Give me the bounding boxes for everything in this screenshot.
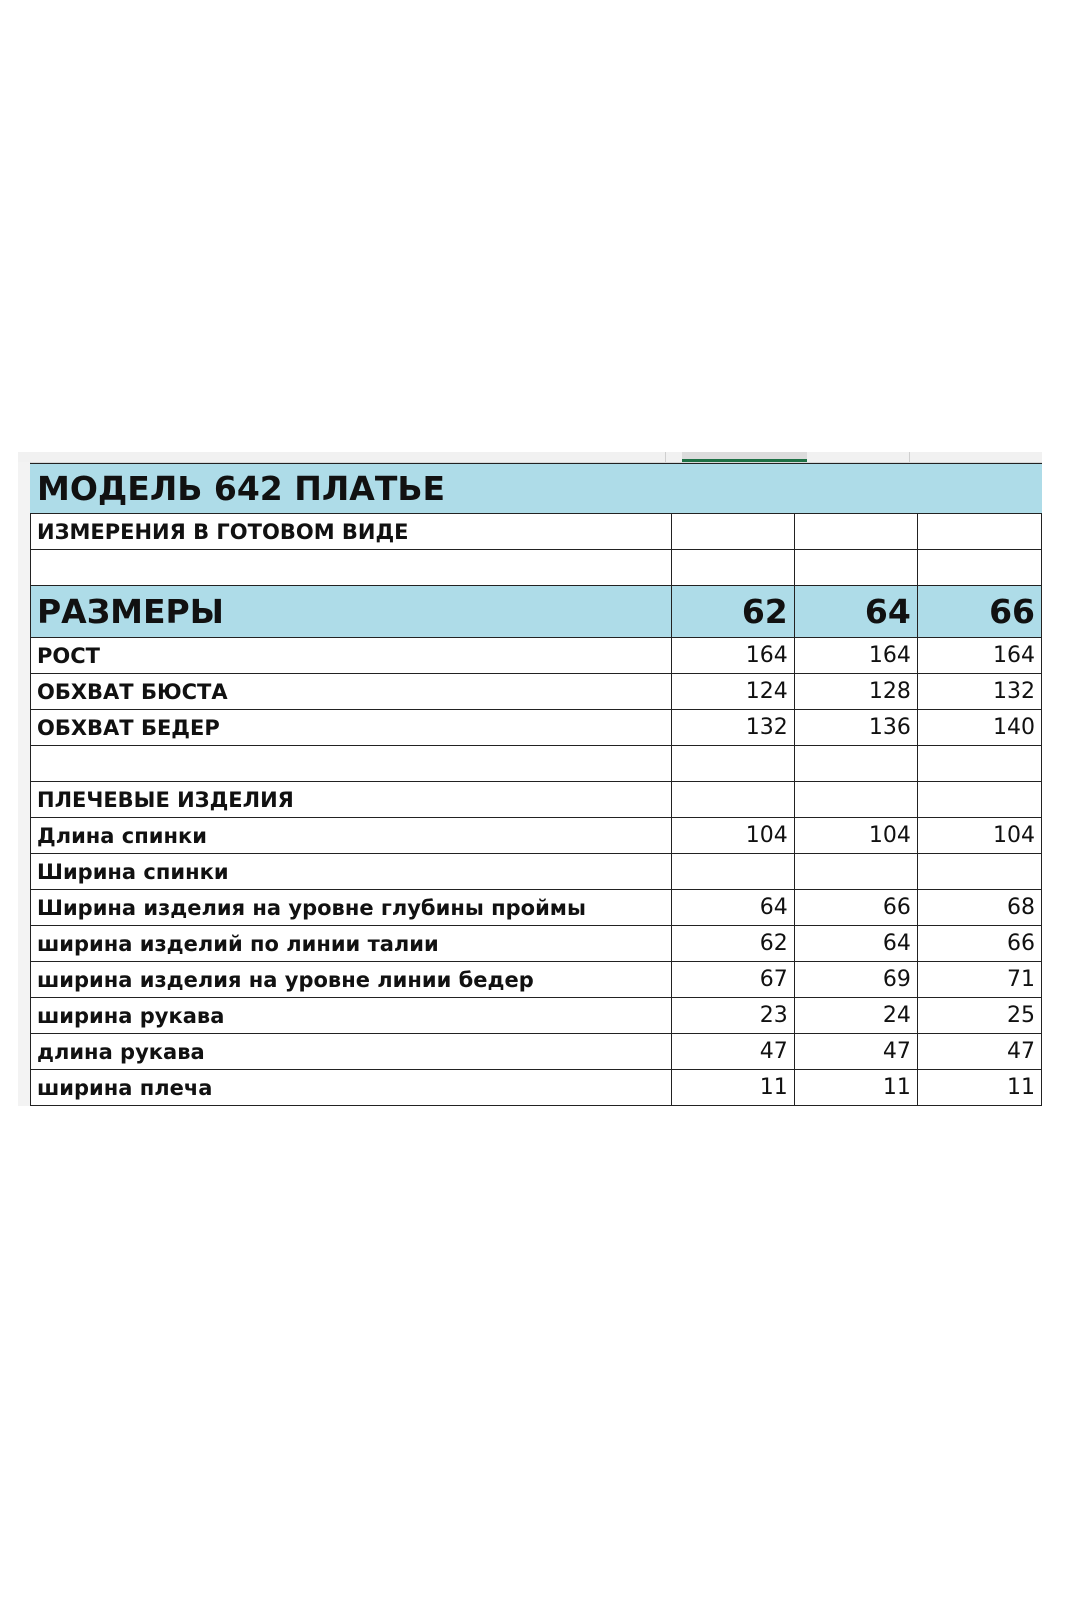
column-divider	[665, 452, 666, 462]
measurement-value[interactable]: 136	[794, 710, 917, 746]
measurement-row	[31, 890, 1042, 926]
measurement-value[interactable]: 62	[671, 926, 794, 962]
measurement-value[interactable]	[794, 854, 917, 890]
column-divider	[909, 452, 910, 462]
measurement-value[interactable]: 66	[794, 890, 917, 926]
column-header-strip[interactable]	[18, 452, 1042, 463]
measurement-value[interactable]	[917, 746, 1041, 782]
measurement-value[interactable]: 132	[671, 710, 794, 746]
measurement-row	[31, 638, 1042, 674]
size-cell[interactable]: 64	[794, 586, 917, 638]
cell[interactable]	[31, 550, 672, 586]
measurement-value[interactable]: 71	[917, 962, 1041, 998]
measurement-value[interactable]	[671, 854, 794, 890]
measurement-value[interactable]: 24	[794, 998, 917, 1034]
active-column-indicator	[682, 452, 807, 462]
cell[interactable]	[671, 550, 794, 586]
measurement-row	[31, 674, 1042, 710]
measurement-row	[31, 746, 1042, 782]
measurement-value[interactable]: 47	[671, 1034, 794, 1070]
measurement-value[interactable]: 164	[917, 638, 1041, 674]
measurement-label[interactable]: ширина рукава	[31, 998, 672, 1034]
measurement-value[interactable]: 64	[671, 890, 794, 926]
measurement-value[interactable]: 164	[794, 638, 917, 674]
measurement-value[interactable]: 64	[794, 926, 917, 962]
measurement-label[interactable]: ОБХВАТ БЕДЕР	[31, 710, 672, 746]
cell[interactable]	[917, 550, 1041, 586]
measurement-row	[31, 1070, 1042, 1106]
measurement-value[interactable]: 11	[794, 1070, 917, 1106]
measurement-row	[31, 818, 1042, 854]
sizes-header-row	[31, 586, 1042, 638]
sizes-label-cell[interactable]: РАЗМЕРЫ	[31, 586, 672, 638]
measurement-value[interactable]: 23	[671, 998, 794, 1034]
measurement-value[interactable]	[917, 782, 1041, 818]
measurement-value[interactable]: 69	[794, 962, 917, 998]
measurement-value[interactable]: 11	[671, 1070, 794, 1106]
measurement-value[interactable]	[671, 746, 794, 782]
cell[interactable]	[917, 514, 1041, 550]
measurement-label[interactable]: ОБХВАТ БЮСТА	[31, 674, 672, 710]
measurement-value[interactable]	[917, 854, 1041, 890]
measurement-value[interactable]: 140	[917, 710, 1041, 746]
measurement-label[interactable]: ширина плеча	[31, 1070, 672, 1106]
measurement-label[interactable]: ПЛЕЧЕВЫЕ ИЗДЕЛИЯ	[31, 782, 672, 818]
measurement-row	[31, 710, 1042, 746]
measurement-row	[31, 962, 1042, 998]
subtitle-row	[31, 514, 1042, 550]
measurement-value[interactable]: 11	[917, 1070, 1041, 1106]
measurement-value[interactable]: 128	[794, 674, 917, 710]
size-cell[interactable]: 62	[671, 586, 794, 638]
measurement-label[interactable]: Ширина изделия на уровне глубины проймы	[31, 890, 672, 926]
measurement-row	[31, 854, 1042, 890]
measurement-value[interactable]: 104	[794, 818, 917, 854]
measurement-label[interactable]: РОСТ	[31, 638, 672, 674]
size-table	[30, 463, 1042, 1106]
measurement-label[interactable]: Ширина спинки	[31, 854, 672, 890]
measurement-label[interactable]: ширина изделий по линии талии	[31, 926, 672, 962]
cell[interactable]	[671, 514, 794, 550]
measurement-value[interactable]: 104	[917, 818, 1041, 854]
subtitle-cell[interactable]: ИЗМЕРЕНИЯ В ГОТОВОМ ВИДЕ	[31, 514, 672, 550]
size-cell[interactable]: 66	[917, 586, 1041, 638]
measurement-label[interactable]: ширина изделия на уровне линии бедер	[31, 962, 672, 998]
measurement-value[interactable]: 104	[671, 818, 794, 854]
title-cell[interactable]: МОДЕЛЬ 642 ПЛАТЬЕ	[31, 464, 1042, 514]
measurement-value[interactable]: 47	[794, 1034, 917, 1070]
cell[interactable]	[794, 550, 917, 586]
measurement-label[interactable]: Длина спинки	[31, 818, 672, 854]
measurement-value[interactable]: 124	[671, 674, 794, 710]
spreadsheet	[18, 452, 1042, 1106]
measurement-value[interactable]: 68	[917, 890, 1041, 926]
measurement-value[interactable]: 164	[671, 638, 794, 674]
empty-row	[31, 550, 1042, 586]
measurement-value[interactable]	[671, 782, 794, 818]
measurement-row	[31, 998, 1042, 1034]
cell[interactable]	[794, 514, 917, 550]
title-row	[31, 464, 1042, 514]
measurement-value[interactable]: 67	[671, 962, 794, 998]
measurement-value[interactable]: 66	[917, 926, 1041, 962]
measurement-label[interactable]	[31, 746, 672, 782]
measurement-label[interactable]: длина рукава	[31, 1034, 672, 1070]
measurement-row	[31, 926, 1042, 962]
measurement-value[interactable]	[794, 782, 917, 818]
measurement-value[interactable]	[794, 746, 917, 782]
measurement-value[interactable]: 25	[917, 998, 1041, 1034]
measurement-value[interactable]: 132	[917, 674, 1041, 710]
measurement-row	[31, 1034, 1042, 1070]
measurement-row	[31, 782, 1042, 818]
measurement-value[interactable]: 47	[917, 1034, 1041, 1070]
